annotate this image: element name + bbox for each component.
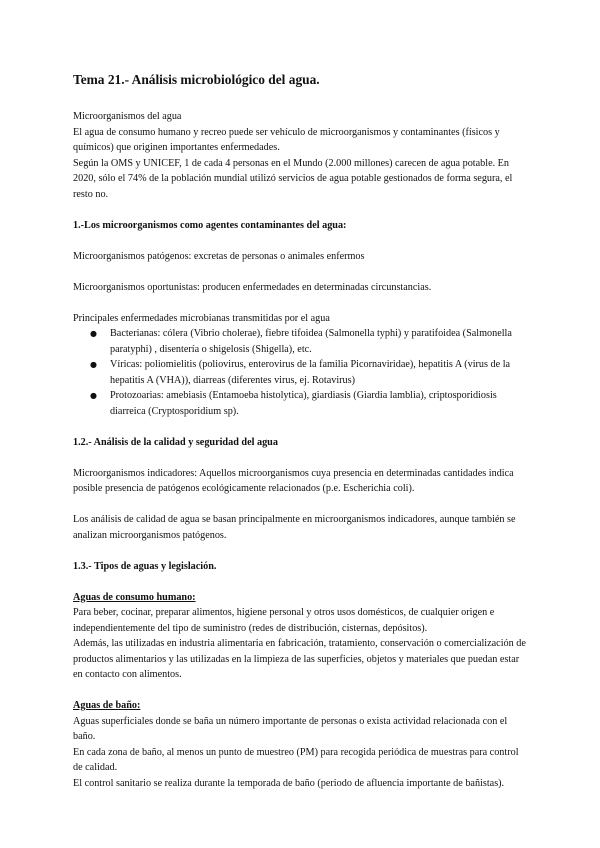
consumo-section <box>73 590 528 683</box>
intro-paragraph: Según la OMS y UNICEF, 1 de cada 4 personas en el Mundo (2.000 millones) carecen de agua potable. En 2020, sólo el 74% de la población mundial utilizó servicios de agua potable gestionados de forma segura, el resto no. <box>73 157 513 200</box>
intro-paragraph: El agua de consumo humano y recreo puede ser vehículo de microorganismos y contaminantes (físicos y químicos) que originen importantes enfermedades. <box>73 126 500 153</box>
list-item: ● Protozoarias: amebiasis (Entamoeba histolytica), giardiasis (Giardia lamblia), criptosporidiosis diarreica (Cryptosporidium sp). <box>73 388 528 419</box>
list-item: ● Bacterianas: cólera (Vibrio cholerae), fiebre tifoidea (Salmonella typhi) y paratifoidea (Salmonella paratyphi) , disentería o shigelosis (Shigella), etc. <box>73 326 528 357</box>
intro-subtitle: Microorganismos del agua <box>73 111 182 122</box>
bano-heading: Aguas de baño: <box>73 700 141 711</box>
bano-paragraph: Aguas superficiales donde se baña un número importante de personas o exista actividad relacionada con el baño. <box>73 715 508 742</box>
section-1-3-heading: 1.3.- Tipos de aguas y legislación. <box>73 560 217 572</box>
consumo-paragraph: Además, las utilizadas en industria alimentaria en fabricación, tratamiento, conservación o comercialización de productos alimentarios y las utilizadas en la limpieza de las superficies, objetos y materiales que puedan estar en contacto con alimentos. <box>73 638 526 680</box>
intro-section <box>73 109 528 202</box>
indicators-paragraph: Microorganismos indicadores: Aquellos microorganismos cuya presencia en determinadas cantidades indica posible presencia de patógenos ecológicamente relacionados (p.e. Escherichia coli). <box>73 467 514 494</box>
analysis-paragraph: Los análisis de calidad de agua se basan principalmente en microorganismos indicadores, aunque también se analizan microorganismos patógenos. <box>73 514 516 541</box>
section-1-heading: 1.-Los microorganismos como agentes contaminantes del agua: <box>73 219 347 231</box>
document-page <box>73 72 528 807</box>
opportunists-paragraph: Microorganismos oportunistas: producen enfermedades en determinadas circunstancias. <box>73 281 432 293</box>
list-item: ● Víricas: poliomielitis (poliovirus, enterovirus de la familia Picornaviridae), hepatitis A (virus de la hepatitis A (VHA)), diarreas (diferentes virus, ej. Rotavirus) <box>73 357 528 388</box>
diseases-list-section <box>73 311 528 420</box>
consumo-heading: Aguas de consumo humano: <box>73 591 196 603</box>
bano-paragraph: En cada zona de baño, al menos un punto de muestreo (PM) para recogida periódica de muestras para control de calidad. <box>73 746 519 773</box>
bano-section <box>73 698 528 791</box>
document-title: Tema 21.- Análisis microbiológico del agua. <box>73 72 320 87</box>
section-1-2-heading: 1.2.- Análisis de la calidad y seguridad del agua <box>73 436 278 448</box>
bano-paragraph: El control sanitario se realiza durante la temporada de baño (periodo de afluencia importante de bañistas). <box>73 777 505 789</box>
diseases-list-intro: Principales enfermedades microbianas transmitidas por el agua <box>73 312 330 324</box>
diseases-list <box>73 326 528 419</box>
consumo-paragraph: Para beber, cocinar, preparar alimentos, higiene personal y otros usos domésticos, de cualquier origen e independientemente del tipo de suministro (redes de distribución, cisternas, depósitos). <box>73 607 495 634</box>
pathogens-paragraph: Microorganismos patógenos: excretas de personas o animales enfermos <box>73 250 365 262</box>
